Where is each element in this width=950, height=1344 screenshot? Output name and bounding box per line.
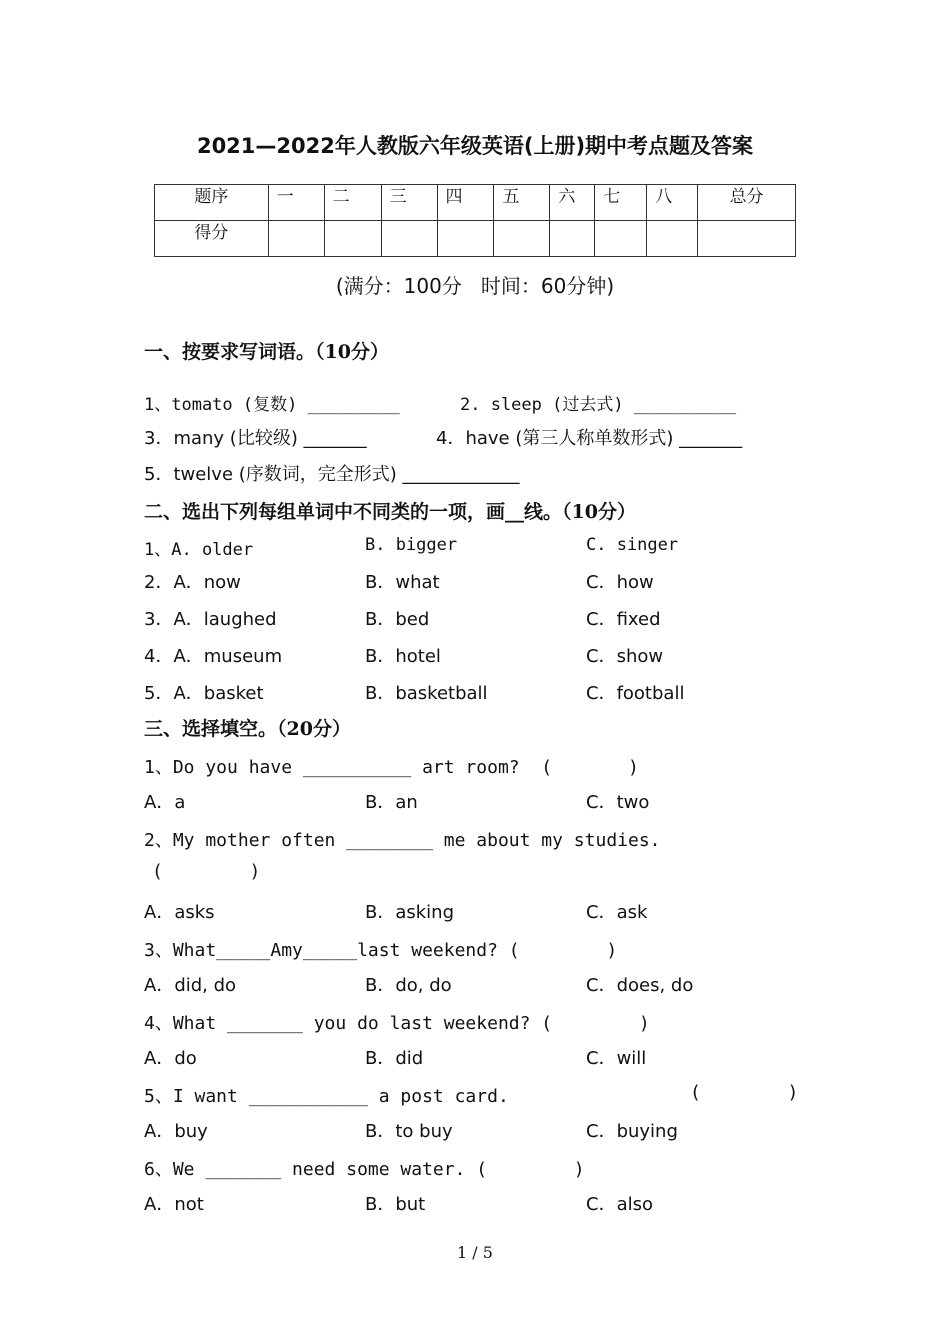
question-5-option-c: C．buying — [586, 1121, 678, 1142]
score-header-cell: 五 — [494, 185, 550, 221]
section2-row-2-option-b: B．what — [365, 572, 440, 593]
score-table-header-row — [155, 185, 796, 221]
section2-row-4-option-c: C．show — [586, 646, 664, 667]
question-3-option-b: B．do, do — [365, 975, 452, 996]
score-entry-cell[interactable] — [550, 221, 595, 257]
section2-row-4-option-a: 4．A．museum — [144, 646, 283, 667]
question-2-option-a: A．asks — [144, 902, 215, 923]
section2-row-5-option-b: B．basketball — [365, 683, 488, 704]
section2-row-3-option-a: 3．A．laughed — [144, 609, 277, 630]
section1-item-1: 1、tomato (复数) _________ — [144, 395, 400, 415]
section2-heading: 二、选出下列每组单词中不同类的一项，画__线。（10分） — [144, 501, 636, 523]
score-entry-cell[interactable] — [268, 221, 324, 257]
score-header-cell: 八 — [647, 185, 698, 221]
section1-item-5: 5．twelve (序数词，完全形式) _____________ — [144, 464, 520, 485]
question-6-option-a: A．not — [144, 1194, 204, 1215]
score-entry-cell[interactable] — [698, 221, 796, 257]
question-4-option-b: B．did — [365, 1048, 424, 1069]
section2-row-4-option-b: B．hotel — [365, 646, 441, 667]
section2-row-2-option-a: 2．A．now — [144, 572, 241, 593]
section2-row-2-option-c: C．how — [586, 572, 654, 593]
score-row-label: 得分 — [155, 221, 269, 257]
score-entry-cell[interactable] — [381, 221, 437, 257]
section2-row-5-option-a: 5．A．basket — [144, 683, 264, 704]
question-5-option-a: A．buy — [144, 1121, 208, 1142]
section1-item-2: 2. sleep (过去式) __________ — [460, 395, 737, 415]
question-2-option-b: B．asking — [365, 902, 455, 923]
question-4-stem: 4、What _______ you do last weekend? ( ) — [144, 1013, 650, 1034]
question-3-option-c: C．does, do — [586, 975, 694, 996]
page-title: 2021—2022年人教版六年级英语(上册)期中考点题及答案 — [196, 134, 754, 158]
score-entry-cell[interactable] — [324, 221, 381, 257]
section3-heading: 三、选择填空。（20分） — [144, 718, 351, 740]
question-1-stem: 1、Do you have __________ art room? ( ) — [144, 757, 639, 778]
question-6-option-c: C．also — [586, 1194, 653, 1215]
question-5-option-b: B．to buy — [365, 1121, 453, 1142]
score-header-cell: 题序 — [155, 185, 269, 221]
question-6-stem: 6、We _______ need some water. ( ) — [144, 1159, 585, 1180]
section1-heading: 一、按要求写词语。（10分） — [144, 341, 389, 363]
score-table-score-row — [155, 221, 796, 257]
section1-item-4: 4．have (第三人称单数形式) _______ — [436, 428, 743, 449]
question-5-answer-paren: ( ) — [690, 1082, 799, 1103]
question-2-option-c: C．ask — [586, 902, 648, 923]
section2-row-1-option-a: 1、A. older — [144, 540, 254, 560]
score-entry-cell[interactable] — [595, 221, 647, 257]
question-3-option-a: A．did, do — [144, 975, 237, 996]
question-1-option-c: C．two — [586, 792, 650, 813]
score-header-cell: 六 — [550, 185, 595, 221]
score-header-cell: 总分 — [698, 185, 796, 221]
question-3-stem: 3、What_____Amy_____last weekend? ( ) — [144, 940, 618, 961]
question-4-option-c: C．will — [586, 1048, 647, 1069]
section2-row-5-option-c: C．football — [586, 683, 685, 704]
score-header-cell: 二 — [324, 185, 381, 221]
score-table — [154, 184, 796, 257]
score-header-cell: 四 — [437, 185, 494, 221]
score-entry-cell[interactable] — [647, 221, 698, 257]
page-number: 1 / 5 — [457, 1243, 493, 1262]
question-1-option-b: B．an — [365, 792, 418, 813]
score-entry-cell[interactable] — [494, 221, 550, 257]
question-2-answer-paren: ( ) — [152, 861, 261, 882]
question-5-stem: 5、I want ___________ a post card. — [144, 1086, 509, 1107]
section2-row-3-option-b: B．bed — [365, 609, 430, 630]
question-2-stem: 2、My mother often ________ me about my studies. — [144, 830, 661, 851]
score-header-cell: 七 — [595, 185, 647, 221]
question-1-option-a: A．a — [144, 792, 186, 813]
section2-row-1-option-b: B. bigger — [365, 535, 458, 555]
score-entry-cell[interactable] — [437, 221, 494, 257]
section2-row-1-option-c: C. singer — [586, 535, 679, 555]
question-6-option-b: B．but — [365, 1194, 426, 1215]
section2-row-3-option-c: C．fixed — [586, 609, 661, 630]
question-4-option-a: A．do — [144, 1048, 197, 1069]
section1-item-3: 3．many (比较级) _______ — [144, 428, 367, 449]
exam-subtitle: (满分：100分 时间：60分钟) — [335, 274, 615, 298]
score-header-cell: 三 — [381, 185, 437, 221]
score-header-cell: 一 — [268, 185, 324, 221]
